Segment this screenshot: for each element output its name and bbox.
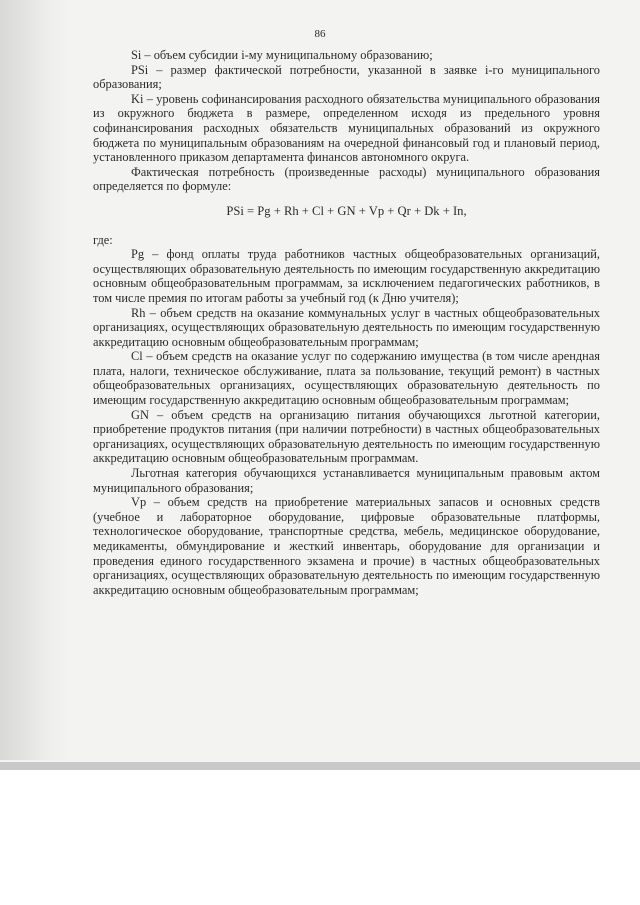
scan-shadow — [0, 0, 70, 760]
paragraph-rh: Rh – объем средств на оказание коммунальных услуг в частных общеобразовательных организациях, осуществляющих образовательную деятельность по имеющим государственную аккредитацию основным общеобразовательным программам; — [93, 305, 600, 349]
paragraph-formula-intro: Фактическая потребность (произведенные расходы) муниципального образования определяется по формуле: — [93, 164, 600, 194]
page-number: 86 — [314, 28, 326, 40]
paragraph-si: Si – объем субсидии i-му муниципальному образованию; — [131, 48, 433, 62]
document-body — [93, 48, 600, 597]
formula: PSi = Pg + Rh + Cl + GN + Vp + Qr + Dk + In, — [226, 203, 467, 218]
paragraph-pg: Pg – фонд оплаты труда работников частных общеобразовательных организаций, осуществляющих образовательную деятельность по имеющим государственную аккредитацию основным общеобразовательным программам, за исключением педагогических работников, в том числе премия по итогам работы за учебный год (к Дню учителя); — [93, 247, 600, 305]
paragraph-psi: PSi – размер фактической потребности, указанной в заявке i-го муниципального образования; — [93, 62, 600, 92]
paragraph-cl: Cl – объем средств на оказание услуг по содержанию имущества (в том числе арендная плата, налоги, техническое обслуживание, плата за пользование, текущий ремонт) в частных общеобразовательных организациях, осуществляющих образовательную деятельность по имеющим государственную аккредитацию основным общеобразовательным программам; — [93, 349, 600, 408]
paragraph-gn: GN – объем средств на организацию питания обучающихся льготной категории, приобретение продуктов питания (при наличии потребности) в частных общеобразовательных организациях, осуществляющих образовательную деятельность по имеющим государственную аккредитацию основным общеобразовательным программам. — [93, 407, 600, 466]
paragraph-preferential-category: Льготная категория обучающихся устанавливается муниципальным правовым актом муниципального образования; — [93, 466, 600, 495]
paragraph-where: где: — [93, 232, 113, 247]
paragraph-ki: Ki – уровень софинансирования расходного обязательства муниципального образования из окружного бюджета в размере, определенном исходя из предельного уровня софинансирования расходных обязательств муниципальных образований из окружного бюджета по муниципальным образованиям на очередной финансовый год и плановый период, установленного приказом департамента финансов автономного округа. — [93, 91, 600, 165]
paragraph-vp: Vp – объем средств на приобретение материальных запасов и основных средств (учебное и лабораторное оборудование, цифровые образовательные платформы, технологическое оборудование, транспортные средства, мебель, медицинское оборудование, медикаменты, обмундирование и жесткий инвентарь, оборудование для организации и проведения единого государственного экзамена и прочие) в частных общеобразовательных организациях, осуществляющих образовательную деятельность по имеющим государственную аккредитацию основным общеобразовательным программам; — [93, 495, 600, 597]
